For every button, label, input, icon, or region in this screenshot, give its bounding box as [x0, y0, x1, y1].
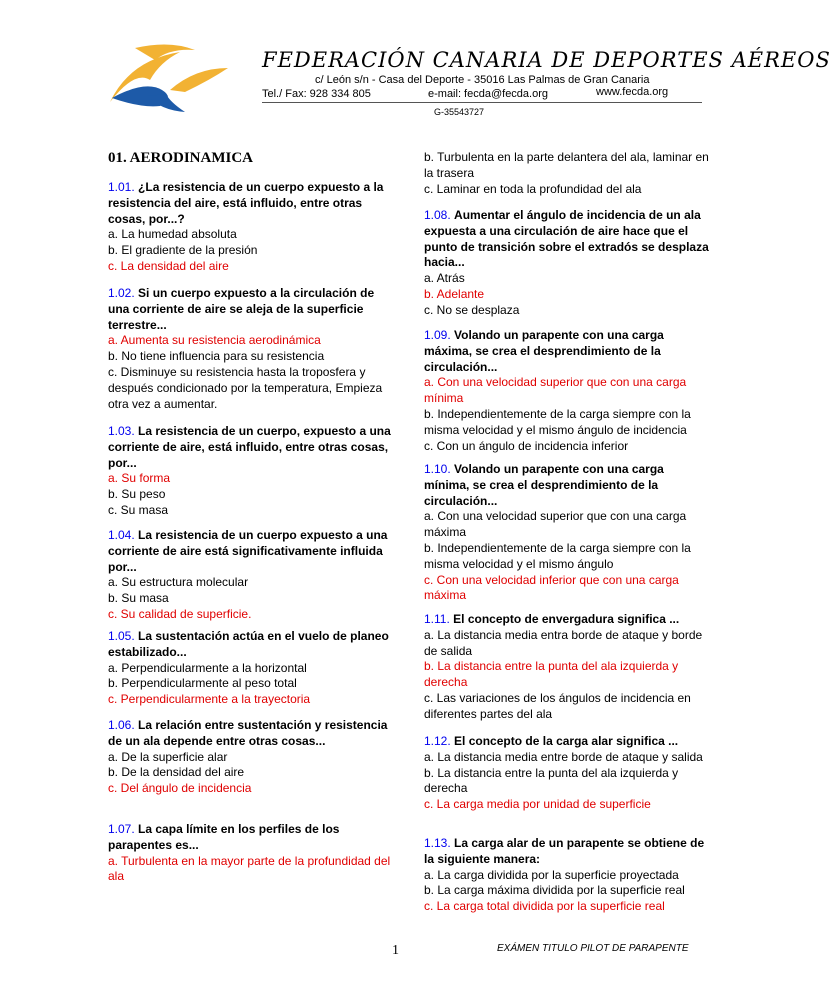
option-b: b. No tiene influencia para su resistencia — [108, 349, 325, 364]
option-a: a. La humedad absoluta — [108, 227, 237, 242]
section-title: 01. AERODINAMICA — [108, 150, 254, 166]
question-text: El concepto de la carga alar significa ... — [454, 734, 679, 748]
phone-fax: Tel./ Fax: 928 334 805 — [262, 88, 371, 100]
option-c-correct: c. Con una velocidad inferior que con una carga máxima — [424, 572, 679, 603]
option-c: c. Disminuye su resistencia hasta la troposfera y después condicionado por la temperatura, Empieza otra vez a aumentar. — [108, 364, 383, 411]
organization-name: FEDERACIÓN CANARIA DE DEPORTES AÉREOS — [262, 48, 831, 72]
option-a: a. La distancia media entra borde de ataque y borde de salida — [424, 627, 703, 658]
question-number: 1.13. — [424, 836, 451, 850]
question-1-12 — [424, 734, 709, 813]
question-1-13 — [424, 836, 709, 915]
question-text: La relación entre sustentación y resistencia de un ala depende entre otras cosas... — [108, 718, 388, 748]
option-a: a. Perpendicularmente a la horizontal — [108, 660, 307, 675]
option-a: a. La distancia media entre borde de ataque y salida — [424, 749, 703, 764]
question-number: 1.08. — [424, 208, 451, 222]
question-1-07-continued — [424, 150, 709, 197]
question-1-04 — [108, 528, 393, 623]
option-c: c. Laminar en toda la profundidad del ala — [424, 181, 642, 196]
question-text: La sustentación actúa en el vuelo de planeo estabilizado... — [108, 629, 389, 659]
option-b-correct: b. Adelante — [424, 286, 485, 301]
question-1-06 — [108, 718, 393, 797]
question-number: 1.11. — [424, 612, 450, 626]
question-number: 1.02. — [108, 286, 135, 300]
option-b: b. Independientemente de la carga siempre con la misma velocidad y el mismo ángulo — [424, 540, 691, 571]
footer-text: EXÁMEN TITULO PILOT DE PARAPENTE — [497, 943, 689, 954]
option-c-correct: c. La carga total dividida por la superficie real — [424, 899, 665, 914]
page-number: 1 — [392, 943, 399, 958]
question-1-02 — [108, 286, 393, 412]
question-text: ¿La resistencia de un cuerpo expuesto a la resistencia del aire, está influido, entre otras cosas, por...? — [108, 180, 384, 226]
option-a: a. De la superficie alar — [108, 749, 228, 764]
option-a: a. Con una velocidad superior que con una carga máxima — [424, 509, 687, 540]
question-1-10 — [424, 462, 709, 604]
option-b: b. De la densidad del aire — [108, 765, 245, 780]
option-c-correct: c. Su calidad de superficie. — [108, 606, 252, 621]
option-a-correct: a. Su forma — [108, 471, 171, 486]
option-b: b. La carga máxima dividida por la superficie real — [424, 883, 685, 898]
question-number: 1.06. — [108, 718, 135, 732]
option-b-correct: b. La distancia entre la punta del ala izquierda y derecha — [424, 659, 679, 690]
question-1-07 — [108, 822, 393, 885]
question-text: La resistencia de un cuerpo, expuesto a una corriente de aire, está influido, entre otras cosas, por... — [108, 424, 391, 470]
option-b: b. Su peso — [108, 487, 166, 502]
registration-number: G-35543727 — [434, 107, 485, 117]
header-divider — [262, 102, 702, 103]
question-text: La resistencia de un cuerpo expuesto a una corriente de aire está significativamente influida por... — [108, 528, 388, 574]
option-c: c. Las variaciones de los ángulos de incidencia en diferentes partes del ala — [424, 690, 691, 721]
option-b: b. Turbulenta en la parte delantera del ala, laminar en la trasera — [424, 150, 709, 180]
question-text: La capa límite en los perfiles de los parapentes es... — [108, 822, 340, 852]
option-c: c. No se desplaza — [424, 302, 520, 317]
website-url[interactable]: www.fecda.org — [596, 86, 669, 98]
question-1-01 — [108, 180, 393, 275]
option-c-correct: c. La densidad del aire — [108, 258, 229, 273]
question-1-11 — [424, 612, 709, 723]
option-c-correct: c. Perpendicularmente a la trayectoria — [108, 692, 311, 707]
option-b: b. La distancia entre la punta del ala izquierda y derecha — [424, 765, 679, 796]
question-text: La carga alar de un parapente se obtiene de la siguiente manera: — [424, 836, 705, 866]
question-number: 1.01. — [108, 180, 135, 194]
address-line: c/ León s/n - Casa del Deporte - 35016 Las Palmas de Gran Canaria — [315, 74, 650, 86]
question-number: 1.10. — [424, 462, 451, 476]
question-number: 1.03. — [108, 424, 135, 438]
question-text: Volando un parapente con una carga máxima, se crea el desprendimiento de la circulación... — [424, 328, 664, 374]
question-text: Si un cuerpo expuesto a la circulación de una corriente de aire se aleja de la superficie terrestre... — [108, 286, 375, 332]
question-text: El concepto de envergadura significa ... — [453, 612, 680, 626]
question-text: Volando un parapente con una carga mínima, se crea el desprendimiento de la circulación... — [424, 462, 664, 508]
option-a-correct: a. Aumenta su resistencia aerodinámica — [108, 333, 321, 348]
option-b: b. Independientemente de la carga siempre con la misma velocidad y el mismo ángulo de incidencia — [424, 406, 691, 437]
question-number: 1.07. — [108, 822, 135, 836]
letterhead — [0, 0, 831, 125]
question-1-08 — [424, 208, 709, 319]
option-c-correct: c. La carga media por unidad de superficie — [424, 797, 651, 812]
option-c: c. Su masa — [108, 502, 169, 517]
option-b: b. Su masa — [108, 591, 169, 606]
option-a-correct: a. Con una velocidad superior que con una carga mínima — [424, 375, 687, 406]
option-a: a. La carga dividida por la superficie proyectada — [424, 867, 679, 882]
option-b: b. El gradiente de la presión — [108, 243, 258, 258]
question-1-03 — [108, 424, 393, 519]
question-text: Aumentar el ángulo de incidencia de un ala expuesta a una circulación de aire hace que el punto de transición sobre el extradós se desplaza hacia... — [424, 208, 709, 270]
option-b: b. Perpendicularmente al peso total — [108, 676, 297, 691]
option-c-correct: c. Del ángulo de incidencia — [108, 781, 252, 796]
option-a-correct: a. Turbulenta en la mayor parte de la profundidad del ala — [108, 853, 391, 884]
option-c: c. Con un ángulo de incidencia inferior — [424, 438, 629, 453]
question-number: 1.12. — [424, 734, 451, 748]
question-number: 1.09. — [424, 328, 451, 342]
federation-logo — [100, 40, 230, 115]
question-number: 1.05. — [108, 629, 135, 643]
question-number: 1.04. — [108, 528, 135, 542]
question-1-05 — [108, 629, 393, 708]
option-a: a. Su estructura molecular — [108, 575, 249, 590]
question-1-09 — [424, 328, 709, 454]
email-address[interactable]: e-mail: fecda@fecda.org — [428, 88, 549, 100]
option-a: a. Atrás — [424, 271, 465, 286]
